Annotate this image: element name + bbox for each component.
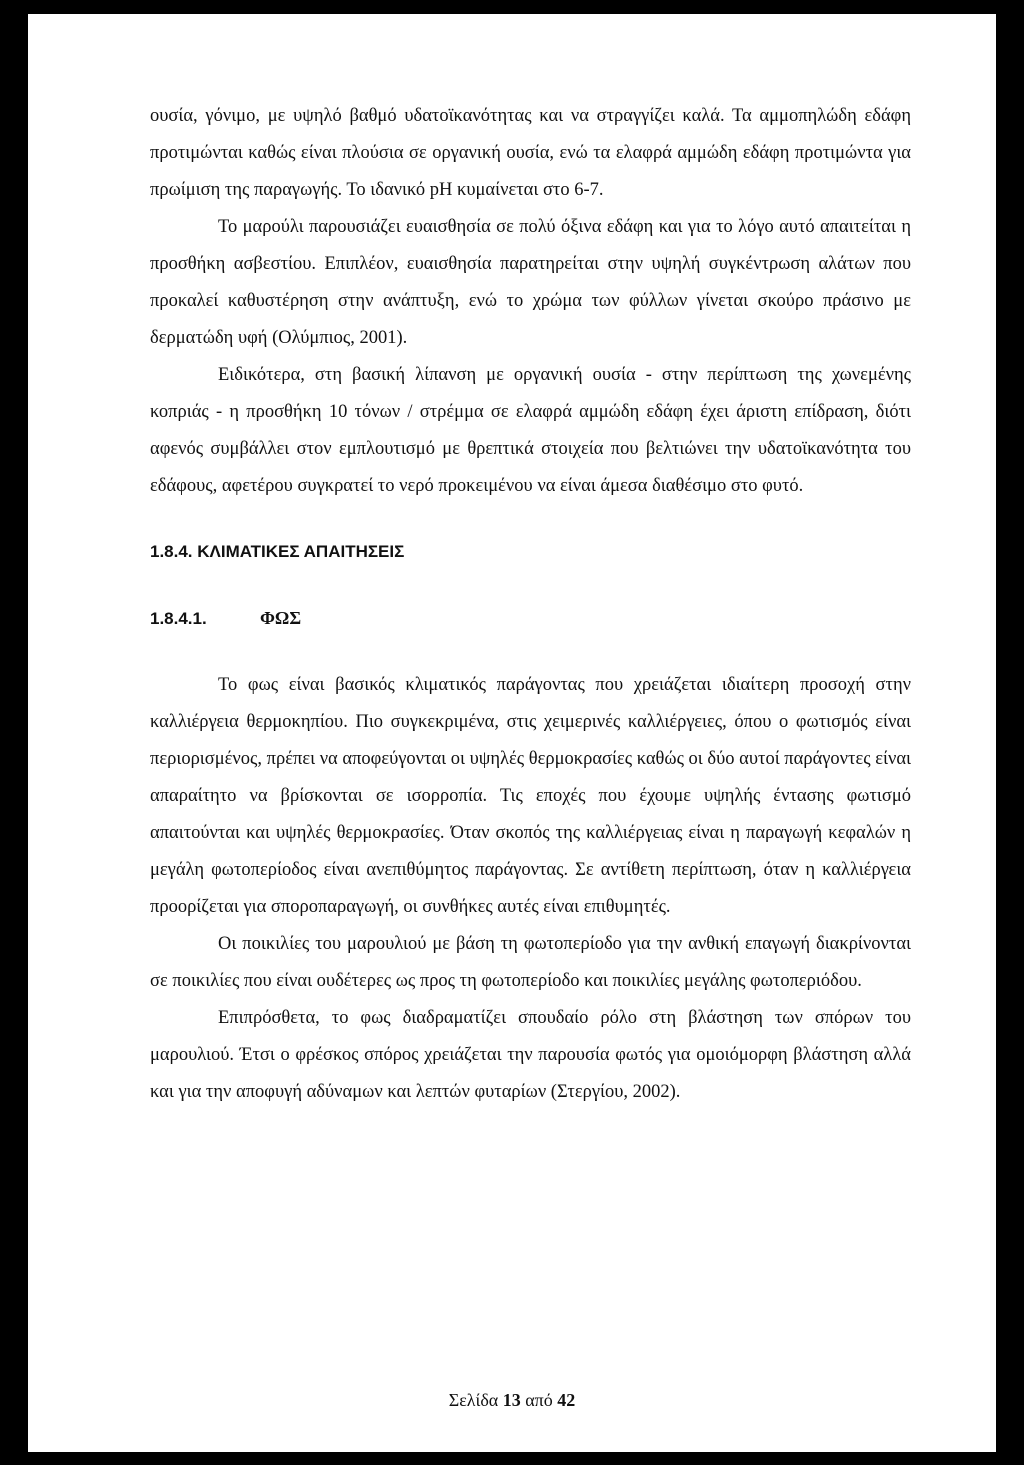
footer-middle: από [525, 1390, 553, 1410]
page-content [150, 98, 911, 1111]
footer-page-number: 13 [502, 1390, 521, 1410]
paragraph-germination: Επιπρόσθετα, το φως διαδραματίζει σπουδαίο ρόλο στη βλάστηση των σπόρων του μαρουλιού. Έτσι ο φρέσκος σπόρος χρειάζεται την παρουσία φωτός για ομοιόμορφη βλάστηση αλλά και για την αποφυγή αδύναμων και λεπτών φυταρίων (Στεργίου, 2002). [150, 1008, 911, 1102]
spacer [150, 637, 911, 667]
subsection-number: 1.8.4.1. [150, 609, 207, 628]
document-page [28, 14, 996, 1452]
subsection-title: ΦΩΣ [260, 608, 302, 628]
footer-prefix: Σελίδα [448, 1390, 499, 1410]
footer-total-pages: 42 [557, 1390, 576, 1410]
subsection-heading [150, 600, 911, 637]
paragraph-acidity: Το μαρούλι παρουσιάζει ευαισθησία σε πολύ όξινα εδάφη και για το λόγο αυτό απαιτείται η προσθήκη ασβεστίου. Επιπλέον, ευαισθησία παρατηρείται στην υψηλή συγκέντρωση αλάτων που προκαλεί καθυστέρηση στην ανάπτυξη, ενώ το χρώμα των φύλλων γίνεται σκούρο πράσινο με δερματώδη υφή (Ολύμπιος, 2001). [150, 217, 911, 348]
paragraph-soil: ουσία, γόνιμο, με υψηλό βαθμό υδατοϊκανότητας και να στραγγίζει καλά. Τα αμμοπηλώδη εδάφη προτιμώνται καθώς είναι πλούσια σε οργανική ουσία, ενώ τα ελαφρά αμμώδη εδάφη προτιμώντα για πρωίμιση της παραγωγής. Το ιδανικό pH κυμαίνεται στο 6-7. [150, 106, 911, 200]
paragraph-light: Το φως είναι βασικός κλιματικός παράγοντας που χρειάζεται ιδιαίτερη προσοχή στην καλλιέργεια θερμοκηπίου. Πιο συγκεκριμένα, στις χειμερινές καλλιέργειες, όπου ο φωτισμός είναι περιορισμένος, πρέπει να αποφεύγονται οι υψηλές θερμοκρασίες καθώς οι δύο αυτοί παράγοντες είναι απαραίτητο να βρίσκονται σε ισορροπία. Τις εποχές που έχουμε υψηλής έντασης φωτισμό απαιτούνται και υψηλές θερμοκρασίες. Όταν σκοπός της καλλιέργειας είναι η παραγωγή κεφαλών η μεγάλη φωτοπερίοδος είναι ανεπιθύμητος παράγοντας. Σε αντίθετη περίπτωση, όταν η καλλιέργεια προορίζεται για σποροπαραγωγή, οι συνθήκες αυτές είναι επιθυμητές. [150, 675, 911, 917]
paragraph-varieties: Οι ποικιλίες του μαρουλιού με βάση τη φωτοπερίοδο για την ανθική επαγωγή διακρίνονται σε ποικιλίες που είναι ουδέτερες ως προς τη φωτοπερίοδο και ποικιλίες μεγάλης φωτοπεριόδου. [150, 934, 911, 991]
page-footer [28, 1390, 996, 1411]
section-heading: 1.8.4. ΚΛΙΜΑΤΙΚΕΣ ΑΠΑΙΤΗΣΕΙΣ [150, 542, 405, 561]
paragraph-fertilization: Ειδικότερα, στη βασική λίπανση με οργανική ουσία - στην περίπτωση της χωνεμένης κοπριάς - η προσθήκη 10 τόνων / στρέμμα σε ελαφρά αμμώδη εδάφη έχει άριστη επίδραση, διότι αφενός συμβάλλει στον εμπλουτισμό με θρεπτικά στοιχεία που βελτιώνει την υδατοϊκανότητα του εδάφους, αφετέρου συγκρατεί το νερό προκειμένου να είναι άμεσα διαθέσιμο στο φυτό. [150, 365, 911, 496]
